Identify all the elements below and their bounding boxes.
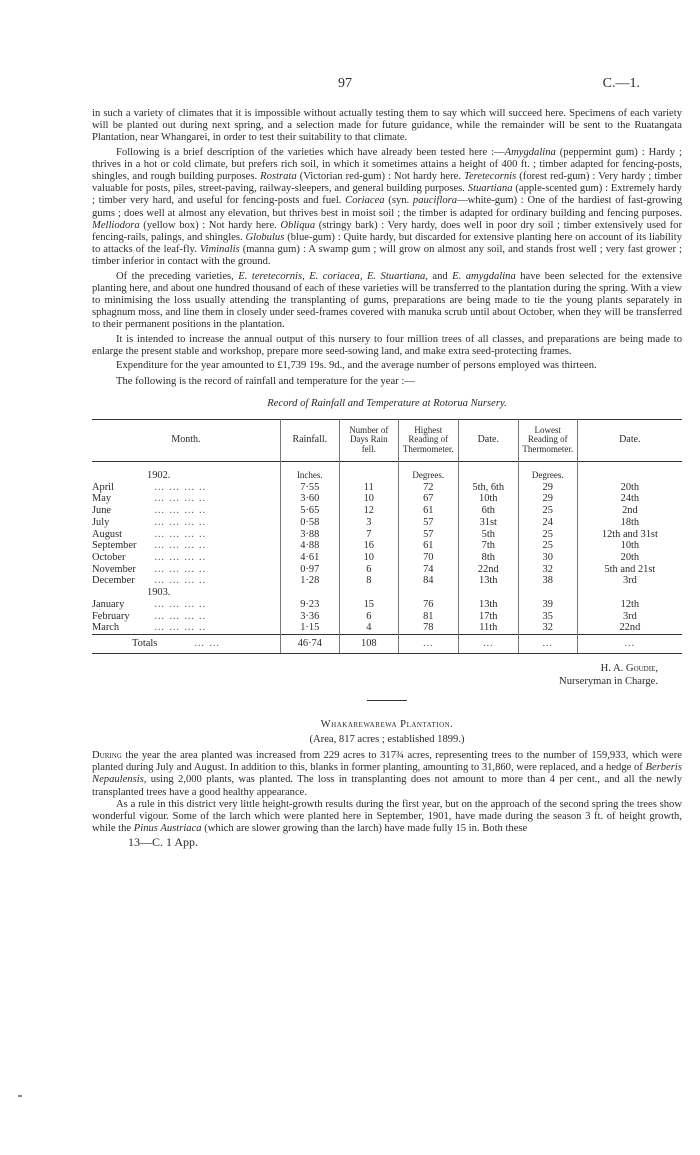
lowest-date-cell: 3rd — [577, 575, 682, 587]
month-name: September — [92, 540, 137, 552]
totals-row — [92, 634, 682, 653]
highest-date-cell: 7th — [458, 540, 518, 552]
text-run: using 2,000 plants, was planted. The loss in transplanting does not amount to more than 4 per cent., and all the newly transplanted trees have a good healthy appearance. — [92, 774, 682, 798]
month-name: August — [92, 528, 123, 540]
italic-term: E. amygdalina — [452, 270, 516, 282]
leader-dots: … … … .. — [154, 622, 207, 634]
text-run: (yellow box) : Not hardy here. — [139, 219, 281, 231]
rain-days-cell: 15 — [339, 599, 398, 611]
leader-dots: … … … .. — [154, 610, 207, 622]
month-cell — [92, 599, 280, 611]
paragraph-selected-varieties — [92, 271, 682, 332]
table-row — [92, 611, 682, 623]
header-highest-date: Date. — [458, 419, 518, 461]
empty-total-cell: … — [518, 634, 577, 653]
italic-term: Globulus — [245, 232, 285, 244]
empty-cell — [577, 587, 682, 599]
header-lowest-reading: Lowest Reading of Thermometer. — [518, 419, 577, 461]
highest-cell: 61 — [398, 505, 458, 517]
header-month: Month. — [171, 434, 201, 446]
rain-days-cell: 11 — [339, 482, 398, 494]
italic-term: Pinus Austriaca — [133, 823, 202, 835]
paragraph-lead-word: During — [92, 750, 122, 762]
text-run: the year the area planted was increased from 229 acres to 317¾ acres, representing trees to the number of 159,933, which were planted during July and August. In addition to this, blanks in former planting, amounting to 31,860, were replaced, and a hedge of — [92, 750, 682, 774]
month-cell — [92, 482, 280, 494]
text-run: have been selected for the extensive planting here, and about one hundred thousand of each of these varieties will be transferred to the plantation during the spring. With a view to minimising the loss usually attending the transplanting of gums, preparations are being made to tie the young plants separately in sphagnum moss, and line them in closely under seed-frames covered with manuka scrub until about October, when they will be transferred to their permanent positions in the plantation. — [92, 270, 682, 331]
table-body — [92, 462, 682, 654]
lowest-date-cell: 12th and 31st — [577, 529, 682, 541]
text-run: (stringy bark) : Very hardy, does well in poor dry soil ; timber extensively used for fencing-rails, palings, and shingles. — [92, 219, 682, 244]
lowest-cell: 32 — [518, 564, 577, 576]
rain-days-cell: 4 — [339, 622, 398, 634]
highest-cell: 70 — [398, 552, 458, 564]
rainfall-cell: 0·58 — [280, 517, 339, 529]
signature-name: H. A. Goudie, — [600, 662, 658, 674]
table-row — [92, 482, 682, 494]
month-name: January — [92, 598, 125, 610]
highest-date-cell: 13th — [458, 575, 518, 587]
document-reference: C.—1. — [602, 76, 640, 91]
header-lowest-date: Date. — [577, 419, 682, 461]
lowest-cell: 25 — [518, 529, 577, 541]
rainfall-temperature-table — [92, 419, 682, 654]
highest-cell: 61 — [398, 540, 458, 552]
table-row — [92, 529, 682, 541]
italic-term: Rostrata — [260, 171, 297, 183]
lowest-cell: 24 — [518, 517, 577, 529]
rain-days-cell: 6 — [339, 564, 398, 576]
lowest-cell: 35 — [518, 611, 577, 623]
italic-term: pauciflora — [412, 195, 458, 207]
highest-cell: 81 — [398, 611, 458, 623]
leader-dots: … … … .. — [154, 575, 207, 587]
highest-date-cell: 10th — [458, 493, 518, 505]
section-divider — [367, 700, 407, 701]
month-cell — [92, 540, 280, 552]
text-run: (manna gum) : A swamp gum ; will grow on almost any soil, and stands frost well ; very fast grower ; timber inferior in contact with the ground. — [92, 244, 682, 268]
highest-date-cell: 5th, 6th — [458, 482, 518, 494]
table-row — [92, 575, 682, 587]
text-run: (blue-gum) : Quite hardy, but discarded for extensive planting here on account of its liability to attacks of the leaf-fly. — [92, 232, 682, 256]
leader-dots: … … … .. — [154, 598, 207, 610]
leader-dots: … … … .. — [154, 551, 207, 563]
italic-term: Berberis Nepaulensis, — [92, 762, 682, 786]
month-cell — [92, 575, 280, 587]
leader-dots: … … … .. — [154, 481, 207, 493]
highest-cell: 72 — [398, 482, 458, 494]
paragraph-record-intro: The following is the record of rainfall and temperature for the year :— — [116, 376, 415, 388]
lowest-date-cell: 5th and 21st — [577, 564, 682, 576]
lowest-cell: 29 — [518, 482, 577, 494]
section-subtitle: (Area, 817 acres ; established 1899.) — [309, 733, 465, 745]
italic-term: Obliqua — [280, 219, 316, 231]
rain-days-cell: 10 — [339, 552, 398, 564]
lowest-date-cell: 12th — [577, 599, 682, 611]
lowest-date-cell: 20th — [577, 482, 682, 494]
highest-cell: 57 — [398, 517, 458, 529]
highest-cell: 74 — [398, 564, 458, 576]
empty-cell — [398, 587, 458, 599]
page-header — [0, 78, 700, 94]
lowest-cell: 30 — [518, 552, 577, 564]
italic-term: Melliodora — [92, 219, 140, 231]
lowest-cell: 39 — [518, 599, 577, 611]
table-row — [92, 505, 682, 517]
text-run: As a rule in this district very little height-growth results during the first year, but on the approach of the second spring the trees show wonderful vigour. Some of the larch which were planted here in September, 1901, have made during the season 3 ft. of height growth, while the — [92, 798, 682, 835]
paragraph-expenditure: Expenditure for the year amounted to £1,739 19s. 9d., and the average number of persons employed was thirteen. — [116, 360, 597, 372]
rainfall-cell: 1·15 — [280, 622, 339, 634]
text-run: (peppermint gum) : Hardy ; thrives in a hot or cold climate, but prefers rich soil, in which it sometimes attains a height of 400 ft. ; timber adapted for fencing-posts, shingles, and rough building purposes. — [92, 146, 682, 183]
text-run: (forest red-gum) : Very hardy ; timber valuable for posts, piles, street-paving, railway-sleepers, and general building purposes. — [92, 171, 682, 195]
text-run: (which are slower growing than the larch) have made fully 15 in. Both these — [201, 823, 528, 835]
month-cell — [92, 622, 280, 634]
year-row — [92, 587, 682, 599]
month-cell — [92, 517, 280, 529]
empty-cell — [458, 587, 518, 599]
table-row — [92, 517, 682, 529]
totals-cell — [92, 634, 280, 653]
rainfall-cell: 1·28 — [280, 575, 339, 587]
total-rainfall: 46·74 — [280, 634, 339, 653]
rain-days-cell: 3 — [339, 517, 398, 529]
totals-label: Totals — [132, 637, 158, 649]
table-row — [92, 622, 682, 634]
rainfall-cell: 0·97 — [280, 564, 339, 576]
rain-days-cell: 10 — [339, 493, 398, 505]
rainfall-cell: 9·23 — [280, 599, 339, 611]
lowest-cell: 25 — [518, 505, 577, 517]
lowest-cell: 29 — [518, 493, 577, 505]
rain-days-cell: 16 — [339, 540, 398, 552]
signature-block — [92, 662, 682, 688]
text-run: and — [427, 270, 453, 282]
highest-date-cell: 8th — [458, 552, 518, 564]
paragraph-height-growth — [92, 799, 682, 836]
month-name: December — [92, 575, 135, 587]
paragraph-climate-testing: in such a variety of climates that it is impossible without actually testing them to say which will succeed here. Specimens of each variety will be planted out during next spring, and a selection made for future guidance, while the remainder will be sent to the Ruatangata Plantation, near Whangarei, in order to test their suitability to that climate. — [92, 108, 682, 144]
highest-date-cell: 22nd — [458, 564, 518, 576]
table-row — [92, 564, 682, 576]
text-run: —white-gum) : One of the hardiest of fast-growing gums ; does well at almost any elevation, but thrives best in moist soil ; the timber is adapted for ordinary building and fencing purposes. — [92, 195, 682, 219]
italic-term: Amygdalina — [504, 146, 556, 158]
text-run: (Victorian red-gum) : Not hardy here. — [296, 171, 465, 183]
rainfall-cell: 3·88 — [280, 529, 339, 541]
month-cell — [92, 611, 280, 623]
highest-date-cell: 11th — [458, 622, 518, 634]
month-name: March — [92, 622, 120, 634]
varieties-description — [92, 147, 682, 268]
rain-days-cell: 6 — [339, 611, 398, 623]
leader-dots: … … … .. — [154, 563, 207, 575]
margin-mark — [18, 1095, 22, 1097]
signature-title: Nurseryman in Charge. — [559, 675, 658, 687]
units-row — [92, 462, 682, 482]
highest-cell: 67 — [398, 493, 458, 505]
month-name: June — [92, 505, 112, 517]
lowest-date-cell: 10th — [577, 540, 682, 552]
page-body — [92, 108, 682, 849]
table-row — [92, 493, 682, 505]
leader-dots: … … … .. — [154, 493, 207, 505]
text-run: Of the preceding varieties, — [116, 270, 239, 282]
italic-term: Coriacea — [345, 195, 385, 207]
table-row — [92, 599, 682, 611]
empty-cell — [518, 587, 577, 599]
paragraph-varieties — [92, 147, 682, 269]
unit-rainfall: Inches. — [280, 462, 339, 482]
table-row — [92, 540, 682, 552]
section-title: Whakarewarewa Plantation. — [320, 718, 454, 730]
leader-dots: … … … .. — [154, 505, 207, 517]
leader-dots: … … … .. — [154, 528, 207, 540]
italic-term: Teretecornis — [464, 171, 517, 183]
lowest-date-cell: 18th — [577, 517, 682, 529]
lowest-date-cell: 20th — [577, 552, 682, 564]
month-name: April — [92, 481, 114, 493]
table-row — [92, 552, 682, 564]
header-rain-days: Number of Days Rain fell. — [339, 419, 398, 461]
printer-signature: 13—C. 1 App. — [128, 835, 199, 850]
month-cell — [92, 493, 280, 505]
month-name: November — [92, 563, 136, 575]
paragraph-plantation-area — [92, 750, 682, 799]
table-caption: Record of Rainfall and Temperature at Rotorua Nursery. — [267, 398, 507, 410]
empty-total-cell: … — [458, 634, 518, 653]
rain-days-cell: 8 — [339, 575, 398, 587]
lowest-cell: 32 — [518, 622, 577, 634]
month-cell — [92, 552, 280, 564]
month-cell — [92, 505, 280, 517]
empty-cell — [339, 587, 398, 599]
month-name: October — [92, 551, 126, 563]
highest-date-cell: 13th — [458, 599, 518, 611]
lowest-cell: 38 — [518, 575, 577, 587]
year-label-1902: 1902. — [147, 470, 171, 482]
month-name: February — [92, 610, 130, 622]
rain-days-cell: 12 — [339, 505, 398, 517]
month-cell — [92, 564, 280, 576]
header-rainfall: Rainfall. — [280, 419, 339, 461]
rainfall-cell: 4·88 — [280, 540, 339, 552]
italic-term: Stuartiana — [467, 183, 513, 195]
rainfall-cell: 7·55 — [280, 482, 339, 494]
rainfall-cell: 3·36 — [280, 611, 339, 623]
header-highest-reading: Highest Reading of Thermometer. — [398, 419, 458, 461]
rainfall-cell: 5·65 — [280, 505, 339, 517]
lowest-cell: 25 — [518, 540, 577, 552]
text-run: (syn. — [384, 195, 413, 207]
lowest-date-cell: 2nd — [577, 505, 682, 517]
paragraph-nursery-output: It is intended to increase the annual output of this nursery to four million trees of all classes, and preparations are being made to enlarge the present stable and workshop, prepare more seed-sowing land, and make extra seed-protecting frames. — [92, 333, 682, 357]
empty-cell — [280, 587, 339, 599]
unit-highest: Degrees. — [398, 462, 458, 482]
text-run: (apple-scented gum) : Extremely hardy ; timber very hard, and useful for fencing-posts and fuel. — [92, 183, 682, 207]
highest-date-cell: 5th — [458, 529, 518, 541]
lowest-date-cell: 22nd — [577, 622, 682, 634]
leader-dots: … … … .. — [154, 540, 207, 552]
highest-date-cell: 6th — [458, 505, 518, 517]
varieties-intro: Following is a brief description of the varieties which have already been tested here :— — [116, 146, 505, 158]
empty-total-cell: … — [577, 634, 682, 653]
year-label-1903: 1903. — [147, 587, 171, 599]
highest-date-cell: 17th — [458, 611, 518, 623]
highest-cell: 78 — [398, 622, 458, 634]
highest-cell: 84 — [398, 575, 458, 587]
rain-days-cell: 7 — [339, 529, 398, 541]
highest-cell: 57 — [398, 529, 458, 541]
month-name: July — [92, 516, 110, 528]
leader-dots: … … … .. — [154, 516, 207, 528]
italic-term: E. teretecornis, E. coriacea, E. Stuartiana, — [238, 270, 428, 282]
italic-term: Viminalis — [199, 244, 240, 256]
rainfall-cell: 3·60 — [280, 493, 339, 505]
empty-total-cell: … — [398, 634, 458, 653]
leader-dots: … … — [194, 637, 221, 649]
table-header — [92, 419, 682, 461]
highest-date-cell: 31st — [458, 517, 518, 529]
lowest-date-cell: 24th — [577, 493, 682, 505]
plantation-area-text — [92, 750, 682, 798]
rainfall-cell: 4·61 — [280, 552, 339, 564]
highest-cell: 76 — [398, 599, 458, 611]
month-name: May — [92, 493, 112, 505]
page-number: 97 — [338, 76, 352, 91]
month-cell — [92, 529, 280, 541]
total-rain-days: 108 — [339, 634, 398, 653]
lowest-date-cell: 3rd — [577, 611, 682, 623]
unit-lowest: Degrees. — [518, 462, 577, 482]
